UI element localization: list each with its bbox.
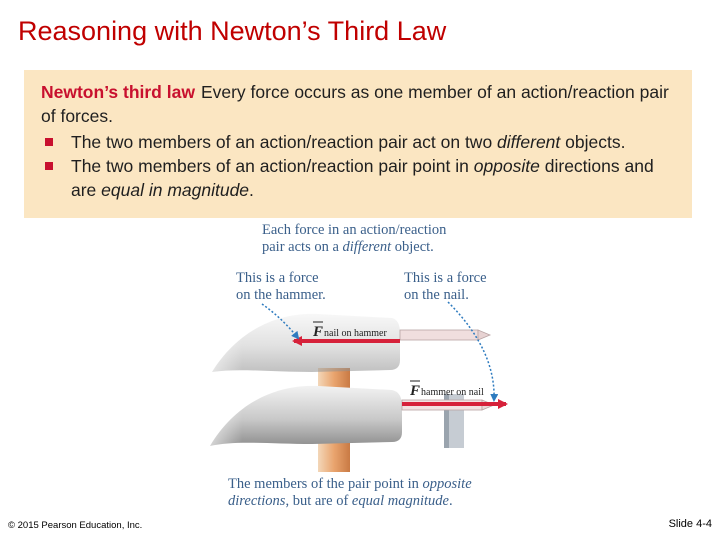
bullet-2-text-c: . [249, 180, 254, 200]
top-caption-em: different [342, 239, 392, 255]
right-label-line-2: on the nail. [404, 287, 469, 303]
force-bottom-symbol: F [410, 383, 421, 399]
force-top-symbol: F [313, 324, 324, 340]
bullet-1-text-b: objects. [560, 132, 626, 152]
bullet-2-em2: equal in magnitude [101, 180, 250, 200]
bullet-2-text-a: The two members of an action/reaction pair point in [71, 156, 474, 176]
nail-top [400, 330, 478, 340]
right-label-line-1: This is a force [404, 270, 487, 286]
bottom-caption-post: . [448, 493, 453, 509]
slide-title: Reasoning with Newton’s Third Law [18, 16, 447, 46]
top-caption-pre: pair acts on a [262, 239, 343, 255]
bullet-2-text-b: directions and are [71, 156, 654, 200]
left-label-line-2: on the hammer. [236, 287, 326, 303]
copyright-footer: © 2015 Pearson Education, Inc. [8, 520, 143, 531]
left-label-line-1: This is a force [236, 270, 319, 286]
force-top-subscript: nail on hammer [324, 328, 387, 339]
slide-number: Slide 4-4 [668, 518, 712, 530]
top-caption-line-2 [262, 239, 446, 256]
top-caption-post: object. [391, 239, 434, 255]
bullet-1-em: different [497, 132, 561, 152]
bottom-caption-line-2 [228, 493, 472, 510]
bullet-1-text-a: The two members of an action/reaction pair act on two [71, 132, 498, 152]
bottom-caption [228, 476, 472, 510]
bottom-caption-pre: The members of the pair point in [228, 476, 423, 492]
bottom-caption-em: opposite [422, 476, 472, 492]
pointer-arrow-nail [448, 302, 494, 400]
bottom-caption-em1: directions [228, 493, 286, 509]
law-heading: Newton’s third law [41, 82, 195, 102]
left-label [236, 270, 326, 304]
bottom-caption-em2: equal magnitude [351, 493, 449, 509]
force-label-bottom [409, 383, 484, 399]
force-bottom-subscript: hammer on nail [421, 387, 484, 398]
right-label [404, 270, 487, 304]
top-caption-line-1: Each force in an action/reaction [262, 222, 447, 238]
law-statement-text: Every force occurs as one member of an action/reaction pair of forces. [41, 82, 669, 126]
bottom-caption-line-1 [228, 476, 472, 493]
nail-tip-top [478, 330, 490, 340]
bullet-2-em: opposite [473, 156, 540, 176]
bottom-caption-mid: , but are of [285, 493, 352, 509]
top-caption [262, 222, 446, 256]
